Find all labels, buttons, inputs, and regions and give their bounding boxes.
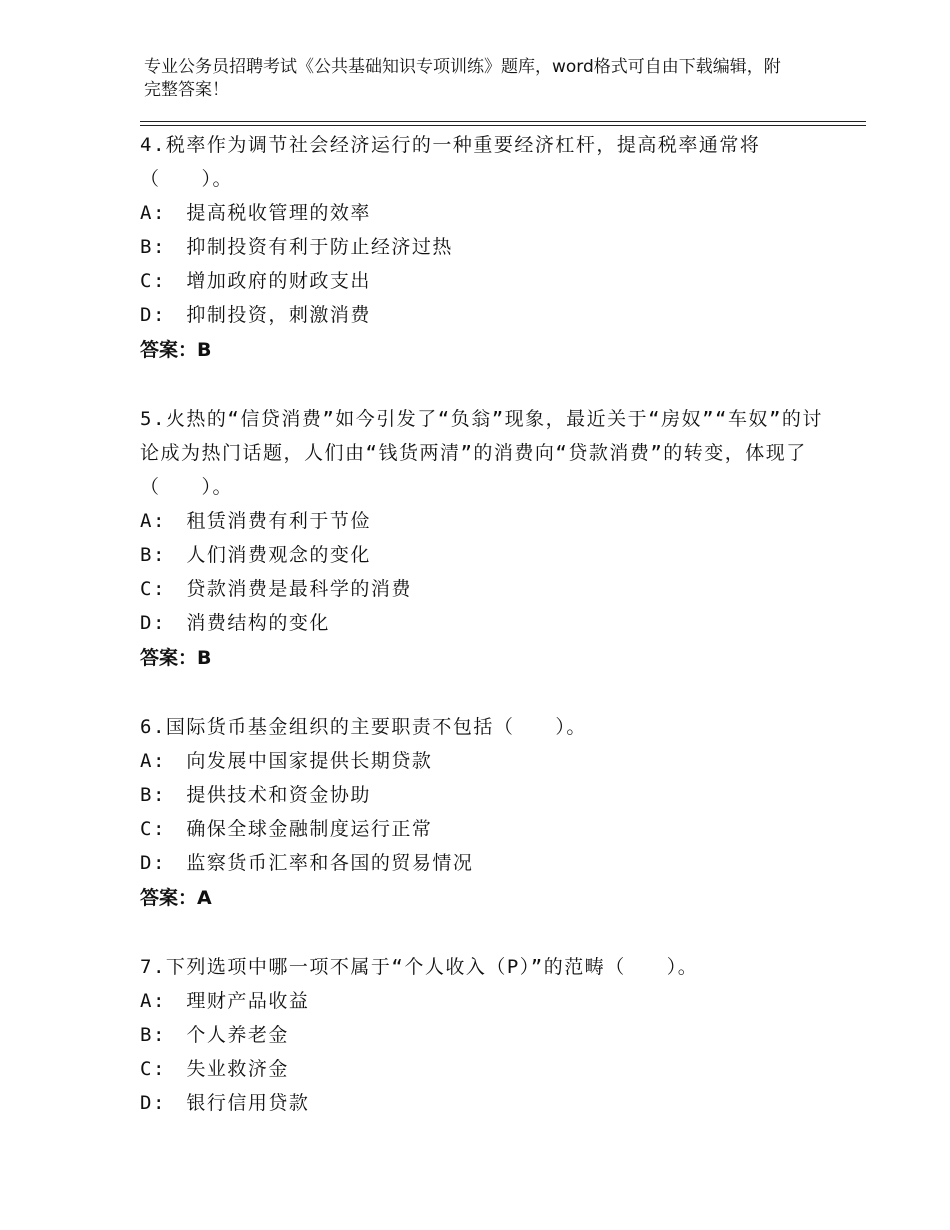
option-d: D: 银行信用贷款 [140, 1092, 310, 1114]
answer-label: 答案：B [140, 339, 212, 361]
option-a: A: 提高税收管理的效率 [140, 202, 371, 224]
option-c: C: 增加政府的财政支出 [140, 270, 371, 292]
option-b: B: 人们消费观念的变化 [140, 544, 371, 566]
answer-label: 答案：A [140, 887, 212, 909]
question-text: 5.火热的“信贷消费”如今引发了“负翁”现象，最近关于“房奴”“车奴”的讨论成为热门话题，人们由“钱货两清”的消费向“贷款消费”的转变，体现了（ ）。 [140, 408, 823, 498]
option-b: B: 抑制投资有利于防止经济过热 [140, 236, 453, 258]
option-b: B: 个人养老金 [140, 1024, 289, 1046]
option-a: A: 租赁消费有利于节俭 [140, 510, 371, 532]
question-4 [140, 128, 830, 368]
question-6 [140, 710, 830, 916]
option-a: A: 向发展中国家提供长期贷款 [140, 750, 433, 772]
option-d: D: 抑制投资，刺激消费 [140, 304, 371, 326]
question-text: 6.国际货币基金组织的主要职责不包括（ ）。 [140, 716, 587, 738]
option-d: D: 消费结构的变化 [140, 612, 330, 634]
option-c: C: 确保全球金融制度运行正常 [140, 818, 433, 840]
question-5 [140, 402, 830, 676]
option-a: A: 理财产品收益 [140, 990, 310, 1012]
question-7 [140, 950, 830, 1120]
option-c: C: 贷款消费是最科学的消费 [140, 578, 412, 600]
document-header: 专业公务员招聘考试《公共基础知识专项训练》题库，word格式可自由下载编辑，附完整答案！ [144, 57, 781, 100]
option-d: D: 监察货币汇率和各国的贸易情况 [140, 852, 474, 874]
question-text: 4.税率作为调节社会经济运行的一种重要经济杠杆，提高税率通常将（ ）。 [140, 134, 761, 190]
option-c: C: 失业救济金 [140, 1058, 289, 1080]
question-text: 7.下列选项中哪一项不属于“个人收入（P）”的范畴（ ）。 [140, 956, 699, 978]
answer-label: 答案：B [140, 647, 212, 669]
header-divider-thin [140, 125, 866, 126]
question-list [140, 128, 830, 1120]
option-b: B: 提供技术和资金协助 [140, 784, 371, 806]
header-divider [140, 121, 866, 122]
